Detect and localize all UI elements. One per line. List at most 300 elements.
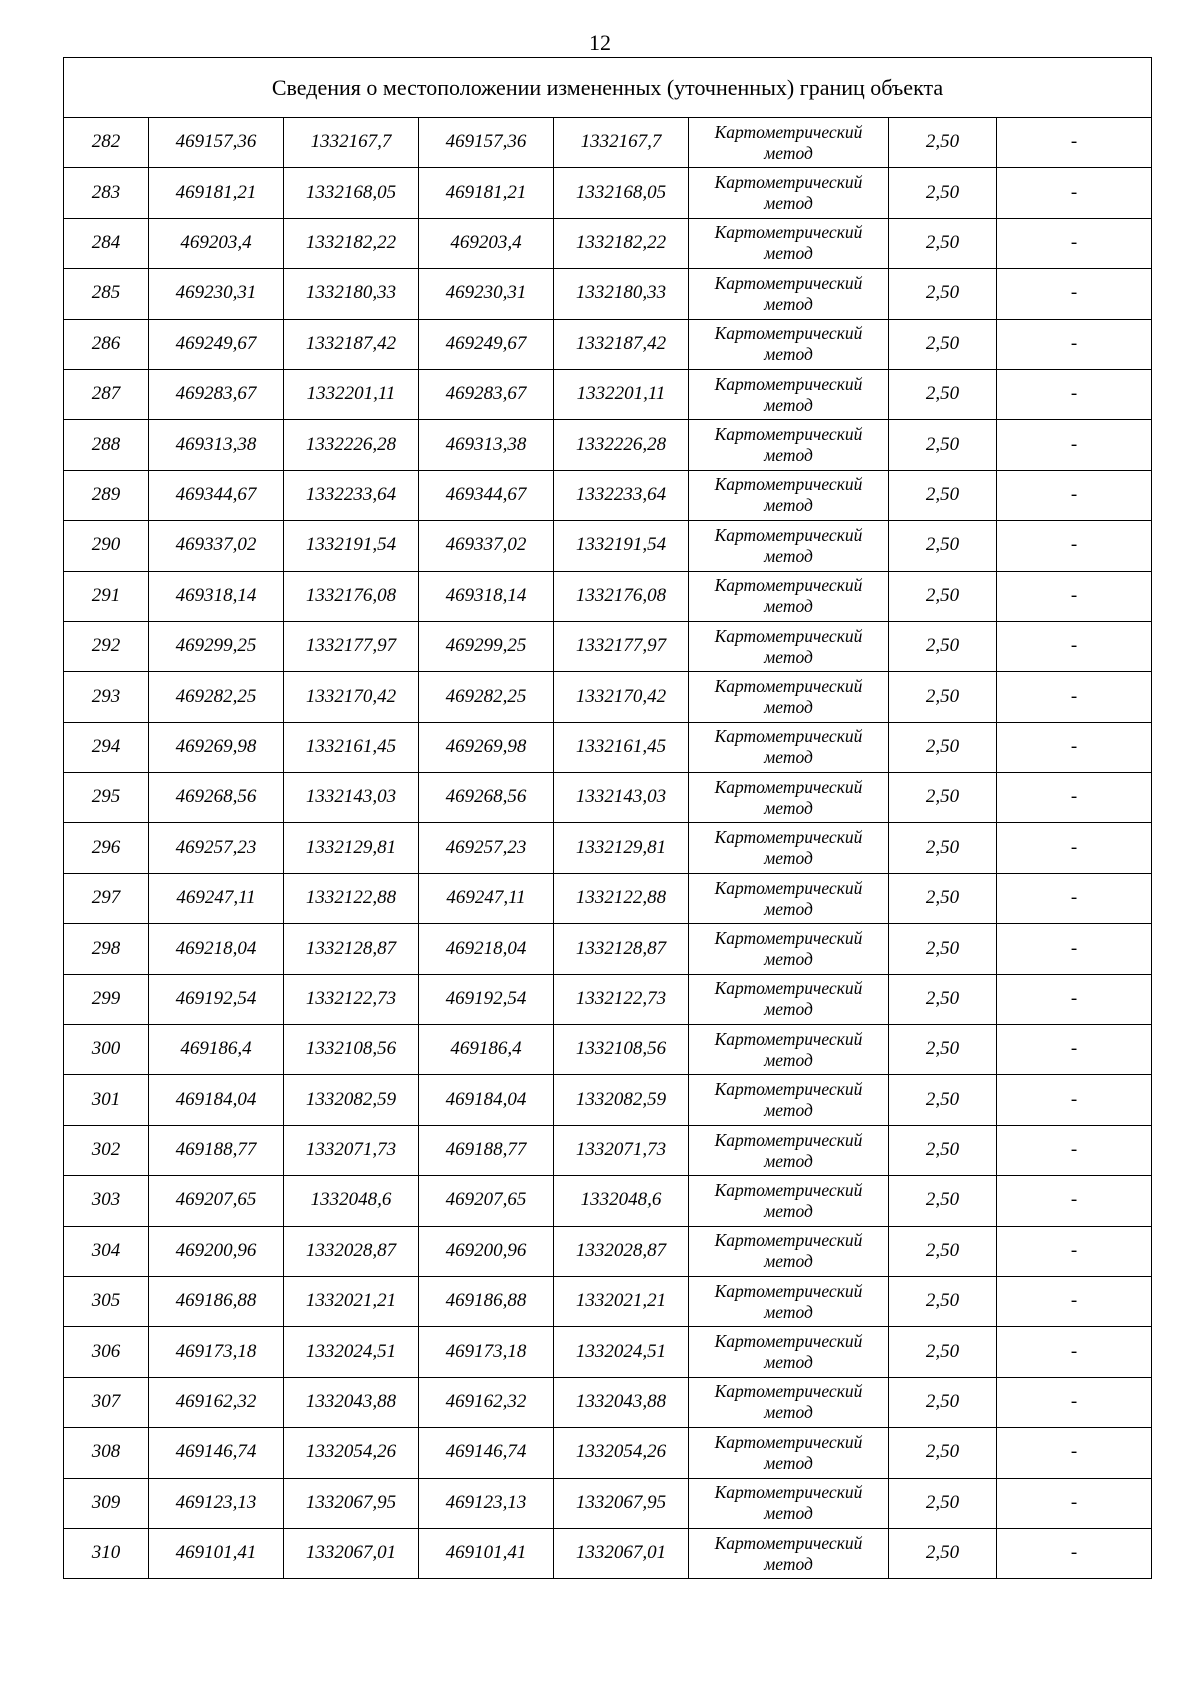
table-title-row (64, 58, 1152, 118)
method-line-1: Картометрический (714, 1028, 863, 1049)
method-cell (689, 924, 889, 974)
existing-y-cell: 1332201,11 (284, 369, 419, 419)
note-cell: - (997, 369, 1152, 419)
method-line-2: метод (764, 646, 813, 667)
existing-x-cell: 469344,67 (149, 470, 284, 520)
method-cell (689, 1428, 889, 1478)
note-cell: - (997, 319, 1152, 369)
existing-x-cell: 469268,56 (149, 773, 284, 823)
method-line-1: Картометрический (714, 1431, 863, 1452)
method-line-1: Картометрический (714, 1179, 863, 1200)
refined-y-cell: 1332201,11 (554, 369, 689, 419)
existing-x-cell: 469184,04 (149, 1075, 284, 1125)
note-cell: - (997, 1176, 1152, 1226)
method-line-1: Картометрический (714, 474, 863, 495)
note-cell: - (997, 571, 1152, 621)
existing-y-cell: 1332187,42 (284, 319, 419, 369)
existing-x-cell: 469203,4 (149, 218, 284, 268)
note-cell: - (997, 1075, 1152, 1125)
note-cell: - (997, 1327, 1152, 1377)
existing-y-cell: 1332161,45 (284, 722, 419, 772)
method-line-2: метод (764, 394, 813, 415)
existing-y-cell: 1332122,73 (284, 974, 419, 1024)
point-number-cell: 305 (64, 1276, 149, 1326)
refined-y-cell: 1332226,28 (554, 420, 689, 470)
method-line-1: Картометрический (714, 222, 863, 243)
note-cell: - (997, 1428, 1152, 1478)
refined-y-cell: 1332108,56 (554, 1025, 689, 1075)
refined-x-cell: 469157,36 (419, 118, 554, 168)
refined-y-cell: 1332048,6 (554, 1176, 689, 1226)
method-line-1: Картометрический (714, 827, 863, 848)
method-cell (689, 1125, 889, 1175)
method-line-2: метод (764, 999, 813, 1020)
point-number-cell: 308 (64, 1428, 149, 1478)
point-number-cell: 289 (64, 470, 149, 520)
point-number-cell: 298 (64, 924, 149, 974)
refined-x-cell: 469268,56 (419, 773, 554, 823)
table-row (64, 1025, 1152, 1075)
method-line-2: метод (764, 1452, 813, 1473)
method-line-2: метод (764, 1150, 813, 1171)
refined-y-cell: 1332122,73 (554, 974, 689, 1024)
table-row (64, 369, 1152, 419)
method-cell (689, 1327, 889, 1377)
accuracy-cell: 2,50 (889, 823, 997, 873)
note-cell: - (997, 168, 1152, 218)
method-line-2: метод (764, 747, 813, 768)
method-cell (689, 118, 889, 168)
table-row (64, 1478, 1152, 1528)
point-number-cell: 303 (64, 1176, 149, 1226)
table-row (64, 420, 1152, 470)
note-cell: - (997, 823, 1152, 873)
method-line-2: метод (764, 1352, 813, 1373)
refined-y-cell: 1332177,97 (554, 621, 689, 671)
existing-y-cell: 1332226,28 (284, 420, 419, 470)
method-line-1: Картометрический (714, 1129, 863, 1150)
method-line-2: метод (764, 696, 813, 717)
existing-y-cell: 1332122,88 (284, 873, 419, 923)
method-line-1: Картометрический (714, 1532, 863, 1553)
method-cell (689, 470, 889, 520)
method-line-1: Картометрический (714, 1381, 863, 1402)
existing-x-cell: 469337,02 (149, 521, 284, 571)
method-line-2: метод (764, 545, 813, 566)
method-line-2: метод (764, 142, 813, 163)
existing-x-cell: 469186,4 (149, 1025, 284, 1075)
method-line-1: Картометрический (714, 776, 863, 797)
table-row (64, 470, 1152, 520)
method-line-2: метод (764, 596, 813, 617)
refined-y-cell: 1332128,87 (554, 924, 689, 974)
method-cell (689, 319, 889, 369)
point-number-cell: 309 (64, 1478, 149, 1528)
refined-y-cell: 1332043,88 (554, 1377, 689, 1427)
table-row (64, 823, 1152, 873)
method-line-1: Картометрический (714, 978, 863, 999)
existing-y-cell: 1332082,59 (284, 1075, 419, 1125)
method-cell (689, 1528, 889, 1578)
method-line-2: метод (764, 948, 813, 969)
point-number-cell: 304 (64, 1226, 149, 1276)
point-number-cell: 285 (64, 269, 149, 319)
note-cell: - (997, 974, 1152, 1024)
existing-x-cell: 469162,32 (149, 1377, 284, 1427)
method-cell (689, 1226, 889, 1276)
existing-y-cell: 1332128,87 (284, 924, 419, 974)
note-cell: - (997, 873, 1152, 923)
refined-y-cell: 1332191,54 (554, 521, 689, 571)
existing-y-cell: 1332167,7 (284, 118, 419, 168)
accuracy-cell: 2,50 (889, 269, 997, 319)
table-row (64, 1276, 1152, 1326)
note-cell: - (997, 1276, 1152, 1326)
point-number-cell: 300 (64, 1025, 149, 1075)
existing-y-cell: 1332170,42 (284, 672, 419, 722)
method-line-2: метод (764, 1503, 813, 1524)
method-line-2: метод (764, 797, 813, 818)
method-line-2: метод (764, 495, 813, 516)
method-line-1: Картометрический (714, 1230, 863, 1251)
existing-x-cell: 469269,98 (149, 722, 284, 772)
accuracy-cell: 2,50 (889, 1226, 997, 1276)
method-line-2: метод (764, 898, 813, 919)
note-cell: - (997, 218, 1152, 268)
method-line-1: Картометрический (714, 625, 863, 646)
refined-y-cell: 1332082,59 (554, 1075, 689, 1125)
method-cell (689, 369, 889, 419)
refined-x-cell: 469207,65 (419, 1176, 554, 1226)
method-line-2: метод (764, 1049, 813, 1070)
existing-x-cell: 469318,14 (149, 571, 284, 621)
table-row (64, 269, 1152, 319)
existing-y-cell: 1332108,56 (284, 1025, 419, 1075)
method-line-1: Картометрический (714, 1079, 863, 1100)
existing-x-cell: 469247,11 (149, 873, 284, 923)
refined-x-cell: 469200,96 (419, 1226, 554, 1276)
existing-x-cell: 469101,41 (149, 1528, 284, 1578)
existing-y-cell: 1332233,64 (284, 470, 419, 520)
point-number-cell: 290 (64, 521, 149, 571)
method-cell (689, 1276, 889, 1326)
existing-y-cell: 1332177,97 (284, 621, 419, 671)
method-line-1: Картометрический (714, 272, 863, 293)
point-number-cell: 301 (64, 1075, 149, 1125)
refined-x-cell: 469162,32 (419, 1377, 554, 1427)
refined-y-cell: 1332122,88 (554, 873, 689, 923)
method-cell (689, 722, 889, 772)
method-line-2: метод (764, 445, 813, 466)
accuracy-cell: 2,50 (889, 319, 997, 369)
note-cell: - (997, 621, 1152, 671)
table-row (64, 621, 1152, 671)
table-row (64, 1125, 1152, 1175)
refined-y-cell: 1332180,33 (554, 269, 689, 319)
method-line-2: метод (764, 1200, 813, 1221)
method-line-1: Картометрический (714, 877, 863, 898)
accuracy-cell: 2,50 (889, 974, 997, 1024)
refined-y-cell: 1332054,26 (554, 1428, 689, 1478)
table-row (64, 924, 1152, 974)
method-line-2: метод (764, 243, 813, 264)
method-line-2: метод (764, 1402, 813, 1423)
existing-x-cell: 469283,67 (149, 369, 284, 419)
method-line-1: Картометрический (714, 675, 863, 696)
existing-y-cell: 1332024,51 (284, 1327, 419, 1377)
method-line-2: метод (764, 344, 813, 365)
method-cell (689, 621, 889, 671)
existing-x-cell: 469123,13 (149, 1478, 284, 1528)
method-cell (689, 823, 889, 873)
refined-x-cell: 469173,18 (419, 1327, 554, 1377)
point-number-cell: 307 (64, 1377, 149, 1427)
accuracy-cell: 2,50 (889, 218, 997, 268)
refined-x-cell: 469257,23 (419, 823, 554, 873)
table-row (64, 319, 1152, 369)
table-title: Сведения о местоположении измененных (уточненных) границ объекта (64, 58, 1152, 118)
method-line-1: Картометрический (714, 1280, 863, 1301)
accuracy-cell: 2,50 (889, 1377, 997, 1427)
existing-y-cell: 1332191,54 (284, 521, 419, 571)
existing-x-cell: 469218,04 (149, 924, 284, 974)
refined-x-cell: 469203,4 (419, 218, 554, 268)
method-cell (689, 1176, 889, 1226)
refined-x-cell: 469337,02 (419, 521, 554, 571)
point-number-cell: 297 (64, 873, 149, 923)
accuracy-cell: 2,50 (889, 1478, 997, 1528)
existing-x-cell: 469299,25 (149, 621, 284, 671)
refined-y-cell: 1332167,7 (554, 118, 689, 168)
accuracy-cell: 2,50 (889, 1075, 997, 1125)
existing-x-cell: 469181,21 (149, 168, 284, 218)
existing-x-cell: 469207,65 (149, 1176, 284, 1226)
refined-x-cell: 469344,67 (419, 470, 554, 520)
accuracy-cell: 2,50 (889, 1528, 997, 1578)
method-cell (689, 873, 889, 923)
method-line-2: метод (764, 1100, 813, 1121)
table-row (64, 1176, 1152, 1226)
existing-y-cell: 1332168,05 (284, 168, 419, 218)
point-number-cell: 283 (64, 168, 149, 218)
refined-x-cell: 469188,77 (419, 1125, 554, 1175)
existing-y-cell: 1332143,03 (284, 773, 419, 823)
accuracy-cell: 2,50 (889, 1276, 997, 1326)
refined-y-cell: 1332170,42 (554, 672, 689, 722)
method-cell (689, 1377, 889, 1427)
refined-x-cell: 469299,25 (419, 621, 554, 671)
refined-y-cell: 1332233,64 (554, 470, 689, 520)
existing-x-cell: 469282,25 (149, 672, 284, 722)
table-row (64, 1428, 1152, 1478)
existing-y-cell: 1332176,08 (284, 571, 419, 621)
table-row (64, 118, 1152, 168)
accuracy-cell: 2,50 (889, 168, 997, 218)
existing-x-cell: 469146,74 (149, 1428, 284, 1478)
table-row (64, 974, 1152, 1024)
refined-y-cell: 1332176,08 (554, 571, 689, 621)
refined-x-cell: 469101,41 (419, 1528, 554, 1578)
existing-x-cell: 469173,18 (149, 1327, 284, 1377)
existing-x-cell: 469186,88 (149, 1276, 284, 1326)
existing-y-cell: 1332180,33 (284, 269, 419, 319)
refined-x-cell: 469318,14 (419, 571, 554, 621)
refined-x-cell: 469313,38 (419, 420, 554, 470)
note-cell: - (997, 1377, 1152, 1427)
method-cell (689, 974, 889, 1024)
refined-x-cell: 469269,98 (419, 722, 554, 772)
method-cell (689, 420, 889, 470)
method-line-2: метод (764, 1301, 813, 1322)
refined-y-cell: 1332143,03 (554, 773, 689, 823)
accuracy-cell: 2,50 (889, 521, 997, 571)
note-cell: - (997, 269, 1152, 319)
refined-y-cell: 1332187,42 (554, 319, 689, 369)
point-number-cell: 288 (64, 420, 149, 470)
accuracy-cell: 2,50 (889, 1428, 997, 1478)
existing-y-cell: 1332067,01 (284, 1528, 419, 1578)
point-number-cell: 306 (64, 1327, 149, 1377)
page-number: 12 (589, 30, 611, 55)
refined-y-cell: 1332071,73 (554, 1125, 689, 1175)
refined-x-cell: 469218,04 (419, 924, 554, 974)
existing-x-cell: 469230,31 (149, 269, 284, 319)
table-row (64, 722, 1152, 772)
existing-x-cell: 469192,54 (149, 974, 284, 1024)
refined-x-cell: 469123,13 (419, 1478, 554, 1528)
boundary-coordinates-table (63, 57, 1152, 1579)
method-line-1: Картометрический (714, 726, 863, 747)
accuracy-cell: 2,50 (889, 118, 997, 168)
method-cell (689, 521, 889, 571)
existing-x-cell: 469188,77 (149, 1125, 284, 1175)
method-line-1: Картометрический (714, 323, 863, 344)
method-line-2: метод (764, 848, 813, 869)
table-row (64, 1528, 1152, 1578)
note-cell: - (997, 722, 1152, 772)
table-row (64, 672, 1152, 722)
existing-x-cell: 469249,67 (149, 319, 284, 369)
existing-y-cell: 1332043,88 (284, 1377, 419, 1427)
table-row (64, 873, 1152, 923)
table-body (64, 118, 1152, 1579)
refined-y-cell: 1332067,01 (554, 1528, 689, 1578)
method-line-1: Картометрический (714, 424, 863, 445)
existing-x-cell: 469157,36 (149, 118, 284, 168)
note-cell: - (997, 672, 1152, 722)
existing-y-cell: 1332182,22 (284, 218, 419, 268)
refined-y-cell: 1332021,21 (554, 1276, 689, 1326)
table-row (64, 168, 1152, 218)
accuracy-cell: 2,50 (889, 621, 997, 671)
accuracy-cell: 2,50 (889, 924, 997, 974)
refined-y-cell: 1332182,22 (554, 218, 689, 268)
method-line-1: Картометрический (714, 524, 863, 545)
point-number-cell: 282 (64, 118, 149, 168)
accuracy-cell: 2,50 (889, 722, 997, 772)
accuracy-cell: 2,50 (889, 420, 997, 470)
refined-x-cell: 469184,04 (419, 1075, 554, 1125)
method-line-2: метод (764, 193, 813, 214)
refined-y-cell: 1332129,81 (554, 823, 689, 873)
method-cell (689, 168, 889, 218)
point-number-cell: 291 (64, 571, 149, 621)
method-cell (689, 571, 889, 621)
refined-x-cell: 469282,25 (419, 672, 554, 722)
point-number-cell: 286 (64, 319, 149, 369)
method-cell (689, 1075, 889, 1125)
point-number-cell: 293 (64, 672, 149, 722)
point-number-cell: 302 (64, 1125, 149, 1175)
point-number-cell: 292 (64, 621, 149, 671)
refined-x-cell: 469192,54 (419, 974, 554, 1024)
existing-y-cell: 1332054,26 (284, 1428, 419, 1478)
refined-x-cell: 469283,67 (419, 369, 554, 419)
point-number-cell: 287 (64, 369, 149, 419)
accuracy-cell: 2,50 (889, 571, 997, 621)
refined-y-cell: 1332168,05 (554, 168, 689, 218)
note-cell: - (997, 420, 1152, 470)
method-cell (689, 1025, 889, 1075)
method-line-1: Картометрический (714, 575, 863, 596)
existing-x-cell: 469257,23 (149, 823, 284, 873)
refined-x-cell: 469249,67 (419, 319, 554, 369)
note-cell: - (997, 924, 1152, 974)
method-line-1: Картометрический (714, 373, 863, 394)
point-number-cell: 299 (64, 974, 149, 1024)
note-cell: - (997, 1226, 1152, 1276)
refined-x-cell: 469230,31 (419, 269, 554, 319)
method-line-1: Картометрический (714, 1331, 863, 1352)
method-line-1: Картометрический (714, 121, 863, 142)
accuracy-cell: 2,50 (889, 773, 997, 823)
table-row (64, 218, 1152, 268)
method-cell (689, 269, 889, 319)
method-line-1: Картометрический (714, 172, 863, 193)
point-number-cell: 310 (64, 1528, 149, 1578)
accuracy-cell: 2,50 (889, 1125, 997, 1175)
method-line-2: метод (764, 1251, 813, 1272)
refined-x-cell: 469181,21 (419, 168, 554, 218)
point-number-cell: 294 (64, 722, 149, 772)
refined-y-cell: 1332067,95 (554, 1478, 689, 1528)
accuracy-cell: 2,50 (889, 873, 997, 923)
existing-x-cell: 469200,96 (149, 1226, 284, 1276)
note-cell: - (997, 521, 1152, 571)
existing-y-cell: 1332071,73 (284, 1125, 419, 1175)
method-line-1: Картометрический (714, 1482, 863, 1503)
method-line-2: метод (764, 293, 813, 314)
accuracy-cell: 2,50 (889, 1327, 997, 1377)
refined-x-cell: 469146,74 (419, 1428, 554, 1478)
refined-x-cell: 469186,88 (419, 1276, 554, 1326)
refined-x-cell: 469186,4 (419, 1025, 554, 1075)
table-row (64, 1075, 1152, 1125)
note-cell: - (997, 118, 1152, 168)
existing-y-cell: 1332028,87 (284, 1226, 419, 1276)
refined-y-cell: 1332028,87 (554, 1226, 689, 1276)
table-row (64, 1327, 1152, 1377)
note-cell: - (997, 1125, 1152, 1175)
accuracy-cell: 2,50 (889, 1025, 997, 1075)
point-number-cell: 295 (64, 773, 149, 823)
table-row (64, 521, 1152, 571)
note-cell: - (997, 1478, 1152, 1528)
note-cell: - (997, 773, 1152, 823)
accuracy-cell: 2,50 (889, 470, 997, 520)
table-row (64, 1226, 1152, 1276)
table-row (64, 773, 1152, 823)
